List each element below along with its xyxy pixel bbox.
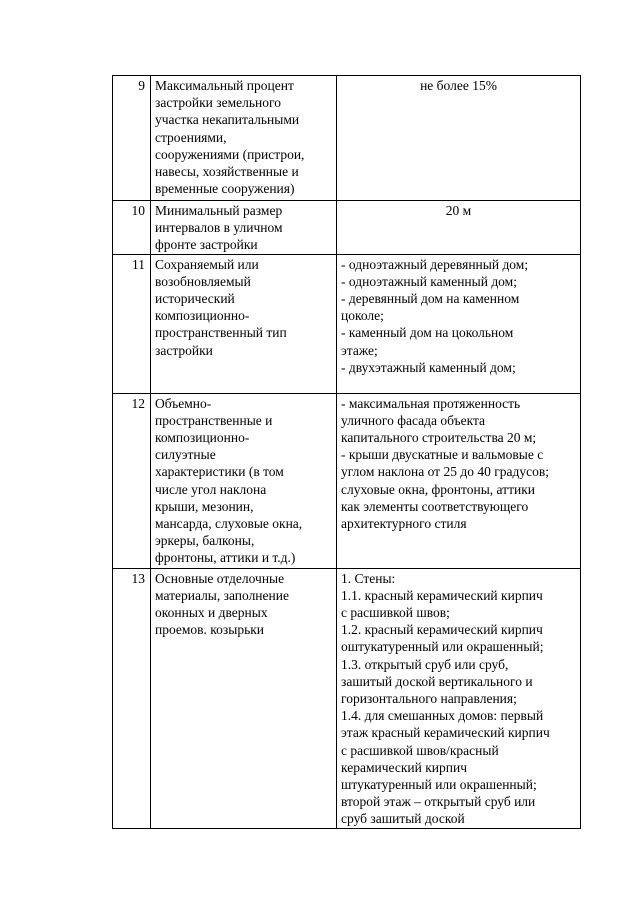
parameter-value-cell: - одноэтажный деревянный дом; - одноэтажный каменный дом; - деревянный дом на каменном цоколе; - каменный дом на цокольном этаже; - двухэтажный каменный дом; — [337, 254, 581, 393]
table-row — [113, 568, 581, 828]
parameter-value-cell: - максимальная протяженность уличного фасада объекта капитального строительства 20 м; - крыши двускатные и вальмовые с углом наклона от 25 до 40 градусов; слуховые окна, фронтоны, аттики как элементы соответствующего архитектурного стиля — [337, 393, 581, 568]
row-number: 13 — [113, 568, 151, 828]
table-row — [113, 76, 581, 201]
row-number: 9 — [113, 76, 151, 201]
table-row — [113, 393, 581, 568]
parameter-name-cell: Максимальный процент застройки земельного участка некапитальными строениями, сооружениями (пристрои, навесы, хозяйственные и временные сооружения) — [151, 76, 337, 201]
table-row — [113, 254, 581, 393]
regulations-table — [112, 75, 581, 829]
row-number: 12 — [113, 393, 151, 568]
parameter-name-cell: Основные отделочные материалы, заполнение оконных и дверных проемов. козырьки — [151, 568, 337, 828]
parameter-value-cell: 1. Стены: 1.1. красный керамический кирпич с расшивкой швов; 1.2. красный керамический кирпич оштукатуренный или окрашенный; 1.3. открытый сруб или сруб, зашитый доской вертикального и горизонтального направления; 1.4. для смешанных домов: первый этаж красный керамический кирпич с расшивкой швов/красный керамический кирпич штукатуренный или окрашенный; второй этаж – открытый сруб или сруб зашитый доской — [337, 568, 581, 828]
parameter-value-cell: не более 15% — [337, 76, 581, 201]
parameter-name-cell: Объемно- пространственные и композиционно- силуэтные характеристики (в том числе угол наклона крыши, мезонин, мансарда, слуховые окна, эркеры, балконы, фронтоны, аттики и т.д.) — [151, 393, 337, 568]
row-number: 11 — [113, 254, 151, 393]
parameter-name-cell: Сохраняемый или возобновляемый исторический композиционно- пространственный тип застройки — [151, 254, 337, 393]
table-row — [113, 201, 581, 255]
row-number: 10 — [113, 201, 151, 255]
parameter-value-cell: 20 м — [337, 201, 581, 255]
parameter-name-cell: Минимальный размер интервалов в уличном фронте застройки — [151, 201, 337, 255]
